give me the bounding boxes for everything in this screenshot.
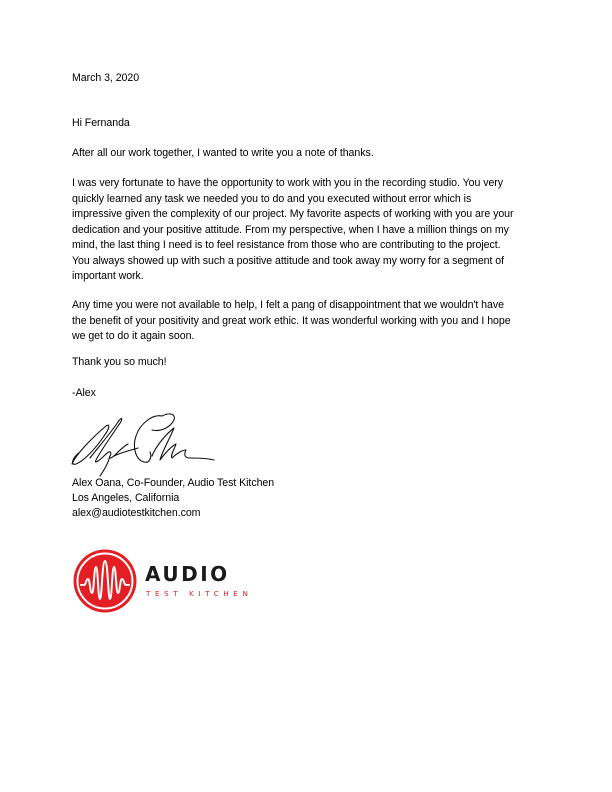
signer-name-title: Alex Oana, Co-Founder, Audio Test Kitchen (72, 477, 275, 489)
letter-intro: After all our work together, I wanted to write you a note of thanks. (72, 147, 374, 159)
letter-paragraph-2 (72, 298, 511, 345)
handwritten-signature (66, 406, 221, 481)
paragraph-line: You always showed up with such a positive attitude and took away my worry for a segment of (72, 254, 505, 267)
paragraph-line: the benefit of your positivity and great work ethic. It was wonderful working with you and I hope (72, 314, 511, 327)
letter-signoff: -Alex (72, 387, 96, 399)
paragraph-line: we get to do it again soon. (72, 330, 195, 342)
paragraph-line: quickly learned any task we needed you to do and you executed without error which is (72, 192, 472, 205)
paragraph-line: I was very fortunate to have the opportunity to work with you in the recording studio. You very (72, 177, 504, 189)
letter-date: March 3, 2020 (72, 72, 140, 84)
signer-email: alex@audiotestkitchen.com (72, 507, 201, 519)
paragraph-line: Any time you were not available to help, I felt a pang of disappointment that we wouldn't have (72, 299, 504, 311)
paragraph-line: dedication and your positive attitude. From my perspective, when I have a million things on my (72, 223, 509, 236)
logo-tagline: TEST KITCHEN (146, 589, 253, 598)
signer-location: Los Angeles, California (72, 492, 180, 504)
paragraph-line: mind, the last thing I need is to feel resistance from those who are contributing to the project. (72, 239, 501, 251)
letter-paragraph-1 (72, 176, 514, 285)
paragraph-line: impressive given the complexity of our project. My favorite aspects of working with you are your (72, 208, 514, 220)
letter-closing: Thank you so much! (72, 356, 167, 368)
logo-wordmark: AUDIO (145, 562, 230, 586)
waveform-circle-icon (73, 549, 137, 613)
company-logo (73, 549, 288, 613)
letter-greeting: Hi Fernanda (72, 117, 130, 129)
paragraph-line: important work. (72, 270, 144, 282)
